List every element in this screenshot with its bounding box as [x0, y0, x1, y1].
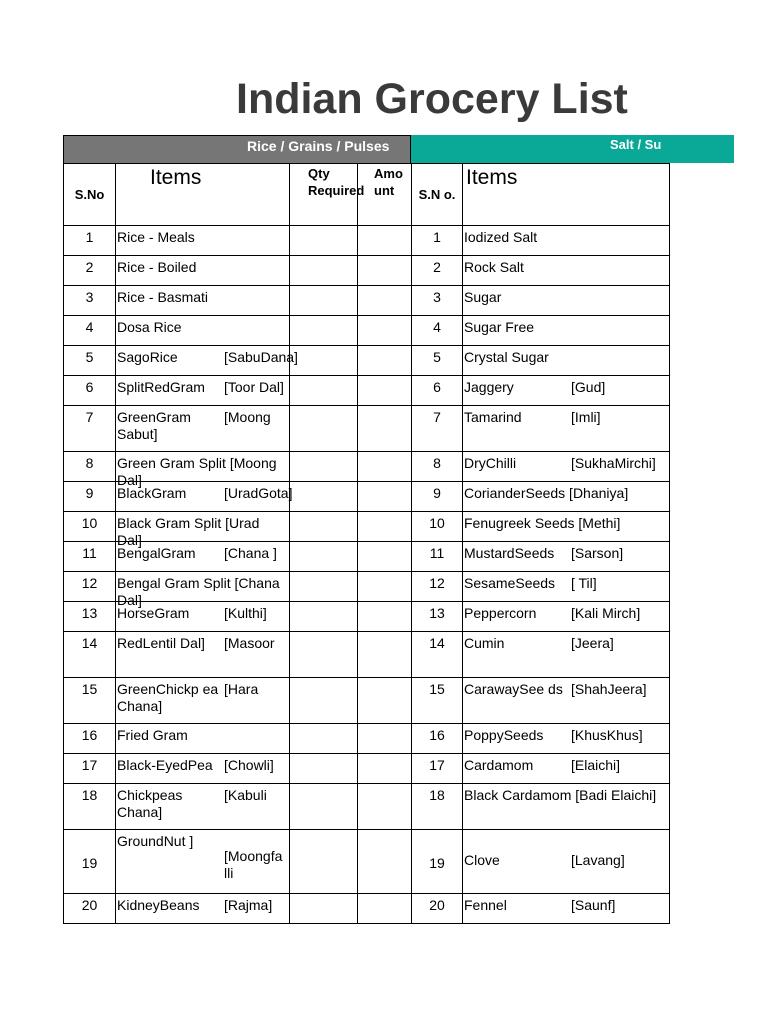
table-row	[412, 452, 670, 482]
sno-cell	[64, 406, 116, 452]
qty-required-cell[interactable]	[290, 226, 358, 256]
table-row	[412, 346, 670, 376]
header-amount-cell	[358, 164, 412, 226]
section-band-label: Rice / Grains / Pulses	[247, 138, 390, 154]
sno-cell	[412, 256, 463, 286]
table-row	[64, 830, 412, 894]
table-row	[412, 376, 670, 406]
salt-sugar-table	[411, 163, 670, 924]
rice-grains-table	[63, 163, 412, 924]
item-name: Fried Gram	[117, 727, 188, 743]
sno-cell	[64, 572, 116, 602]
item-name: Jaggery	[464, 379, 514, 395]
item-alt-name: [Hara	[224, 681, 259, 697]
sno-cell	[64, 542, 116, 572]
item-cell	[116, 346, 298, 376]
amount-cell[interactable]	[358, 678, 412, 724]
serial-number: 16	[429, 727, 445, 743]
item-cell	[116, 256, 290, 286]
serial-number: 2	[433, 259, 441, 275]
table-row	[412, 602, 670, 632]
sno-cell	[64, 286, 116, 316]
serial-number: 13	[429, 605, 445, 621]
sno-cell	[64, 452, 116, 482]
table-row	[64, 784, 412, 830]
item-cell	[463, 452, 670, 482]
amount-cell[interactable]	[358, 724, 412, 754]
item-name: GroundNut ]	[117, 833, 194, 849]
amount-cell[interactable]	[358, 482, 412, 512]
serial-number: 15	[429, 681, 445, 697]
sno-cell	[412, 894, 463, 924]
item-cell	[463, 678, 670, 724]
qty-required-cell[interactable]	[290, 256, 358, 286]
sno-cell	[64, 316, 116, 346]
amount-cell[interactable]	[358, 452, 412, 482]
qty-required-cell[interactable]	[290, 602, 358, 632]
qty-required-cell[interactable]	[290, 754, 358, 784]
sno-cell	[64, 256, 116, 286]
serial-number: 3	[85, 289, 94, 305]
qty-required-cell[interactable]	[290, 316, 358, 346]
table-header-row	[64, 164, 412, 226]
item-cell	[463, 632, 670, 678]
sno-cell	[412, 572, 463, 602]
sno-cell	[64, 376, 116, 406]
amount-cell[interactable]	[358, 346, 412, 376]
item-alt-name: [Jeera]	[571, 635, 614, 651]
item-name: Black Gram Split [Urad Dal]	[117, 515, 260, 548]
item-alt-name: [Rajma]	[224, 897, 273, 913]
item-name: CarawaySee ds	[464, 681, 563, 697]
serial-number: 7	[85, 409, 94, 425]
item-name: Fennel	[464, 897, 507, 913]
item-cell	[116, 632, 290, 678]
sno-cell	[64, 346, 116, 376]
item-alt-name: [Imli]	[571, 409, 601, 425]
table-row	[64, 542, 412, 572]
table-row	[412, 572, 670, 602]
qty-required-cell[interactable]	[290, 482, 358, 512]
section-band-salt-sugar	[411, 135, 734, 163]
item-cell	[463, 256, 670, 286]
sno-cell	[412, 512, 463, 542]
item-cell	[116, 602, 290, 632]
header-sno-cell	[412, 164, 463, 226]
header-qty-required: Qty Required	[308, 166, 365, 198]
item-name: Fenugreek Seeds [Methi]	[464, 515, 621, 531]
item-cell	[463, 346, 670, 376]
table-row	[64, 482, 412, 512]
amount-cell[interactable]	[358, 256, 412, 286]
item-name: Dosa Rice	[117, 319, 182, 335]
item-alt-name: [Elaichi]	[571, 757, 621, 773]
sno-cell	[412, 316, 463, 346]
item-name: Chickpeas Chana]	[117, 787, 183, 820]
table-row	[412, 286, 670, 316]
item-alt-name: [KhusKhus]	[571, 727, 643, 743]
amount-cell[interactable]	[358, 226, 412, 256]
item-name: SagoRice	[117, 349, 178, 365]
sno-cell	[64, 678, 116, 724]
serial-number: 2	[85, 259, 94, 275]
item-name: BengalGram	[117, 545, 196, 561]
serial-number: 20	[81, 897, 98, 913]
serial-number: 6	[433, 379, 441, 395]
table-row	[412, 754, 670, 784]
section-band-rice-grains-pulses	[63, 135, 411, 163]
sno-cell	[64, 602, 116, 632]
item-alt-name: [Chowli]	[224, 757, 274, 773]
sno-cell	[412, 226, 463, 256]
item-cell	[116, 316, 290, 346]
table-row	[64, 376, 412, 406]
table-row	[64, 724, 412, 754]
item-alt-name: [Moongfa lli	[224, 848, 283, 881]
serial-number: 10	[429, 515, 445, 531]
item-name: SplitRedGram	[117, 379, 205, 395]
item-alt-name: [UradGota]	[224, 485, 293, 501]
qty-required-cell[interactable]	[290, 784, 358, 830]
item-cell	[463, 406, 670, 452]
item-cell	[116, 572, 290, 608]
item-name: CorianderSeeds [Dhaniya]	[464, 485, 629, 501]
item-alt-name: [Moong	[224, 409, 271, 425]
item-name: Rice - Basmati	[117, 289, 209, 305]
item-alt-name: [Kulthi]	[224, 605, 267, 621]
header-items-cell	[116, 164, 290, 226]
item-cell	[116, 452, 290, 488]
item-cell	[463, 830, 670, 894]
item-name: Green Gram Split [Moong Dal]	[117, 455, 277, 488]
amount-cell[interactable]	[358, 286, 412, 316]
table-row	[412, 482, 670, 512]
header-sno-cell	[64, 164, 116, 226]
header-qty-cell	[290, 164, 365, 226]
sno-cell	[412, 346, 463, 376]
sno-cell	[412, 830, 463, 894]
item-name: Sugar Free	[464, 319, 535, 335]
item-cell	[463, 602, 670, 632]
item-alt-name: [Chana ]	[224, 545, 277, 561]
amount-cell[interactable]	[358, 894, 412, 924]
qty-required-cell[interactable]	[290, 572, 358, 602]
sno-cell	[412, 286, 463, 316]
item-name: Peppercorn	[464, 605, 537, 621]
serial-number: 8	[85, 455, 94, 471]
serial-number: 1	[433, 229, 441, 245]
sno-cell	[64, 830, 116, 894]
table-row	[412, 724, 670, 754]
item-cell	[116, 286, 290, 316]
amount-cell[interactable]	[358, 376, 412, 406]
qty-required-cell[interactable]	[290, 632, 358, 678]
serial-number: 1	[85, 229, 94, 245]
table-row	[412, 406, 670, 452]
header-sno: S.No	[74, 187, 105, 202]
item-alt-name: [Saunf]	[571, 897, 616, 913]
item-cell	[463, 572, 670, 602]
sno-cell	[64, 482, 116, 512]
table-row	[412, 784, 670, 830]
header-items: Items	[150, 166, 202, 189]
amount-cell[interactable]	[358, 830, 412, 894]
header-items: Items	[466, 166, 518, 189]
table-row	[412, 542, 670, 572]
item-cell	[116, 754, 290, 784]
table-row	[64, 572, 412, 602]
table-header-row	[412, 164, 670, 226]
amount-cell[interactable]	[358, 572, 412, 602]
table-row	[412, 830, 670, 894]
item-name: GreenGram Sabut]	[117, 409, 191, 442]
serial-number: 12	[429, 575, 445, 591]
serial-number: 10	[81, 515, 98, 531]
serial-number: 12	[81, 575, 98, 591]
qty-required-cell[interactable]	[290, 542, 358, 572]
item-name: Black-EyedPea	[117, 757, 213, 773]
qty-required-cell[interactable]	[290, 894, 358, 924]
item-name: BlackGram	[117, 485, 187, 501]
item-alt-name: [Kabuli	[224, 787, 267, 803]
serial-number: 14	[429, 635, 445, 651]
serial-number: 19	[81, 855, 98, 871]
item-name: Bengal Gram Split [Chana Dal]	[117, 575, 280, 608]
sno-cell	[412, 784, 463, 830]
item-cell	[116, 226, 290, 256]
sno-cell	[412, 542, 463, 572]
header-sno: S.N o.	[418, 187, 456, 202]
sno-cell	[412, 482, 463, 512]
sno-cell	[412, 452, 463, 482]
qty-required-cell[interactable]	[290, 406, 358, 452]
serial-number: 3	[433, 289, 441, 305]
item-alt-name: [ShahJeera]	[571, 681, 647, 697]
item-alt-name: [Lavang]	[571, 852, 625, 868]
serial-number: 16	[81, 727, 98, 743]
item-cell	[463, 894, 670, 924]
serial-number: 5	[433, 349, 441, 365]
serial-number: 19	[429, 855, 445, 871]
table-row	[64, 894, 412, 924]
item-cell	[116, 406, 290, 452]
qty-required-cell[interactable]	[290, 678, 358, 724]
sno-cell	[64, 226, 116, 256]
serial-number: 9	[433, 485, 441, 501]
item-alt-name: [Masoor	[224, 635, 275, 651]
table-row	[412, 316, 670, 346]
item-cell	[463, 784, 670, 830]
serial-number: 11	[429, 545, 445, 561]
serial-number: 17	[81, 757, 98, 773]
amount-cell[interactable]	[358, 754, 412, 784]
serial-number: 4	[433, 319, 441, 335]
serial-number: 11	[82, 545, 97, 561]
item-alt-name: [SukhaMirchi]	[571, 455, 656, 471]
table-row	[64, 602, 412, 632]
item-cell	[463, 482, 670, 512]
amount-cell[interactable]	[358, 316, 412, 346]
table-row	[412, 894, 670, 924]
item-cell	[116, 678, 290, 724]
qty-required-cell[interactable]	[290, 512, 358, 542]
sno-cell	[64, 724, 116, 754]
serial-number: 4	[85, 319, 94, 335]
serial-number: 7	[433, 409, 441, 425]
qty-required-cell[interactable]	[290, 346, 358, 376]
serial-number: 13	[81, 605, 98, 621]
item-alt-name: [Sarson]	[571, 545, 624, 561]
qty-required-cell[interactable]	[290, 724, 358, 754]
item-name: Tamarind	[464, 409, 522, 425]
item-cell	[463, 286, 670, 316]
serial-number: 5	[85, 349, 94, 365]
table-row	[64, 512, 412, 542]
item-name: Black Cardamom [Badi Elaichi]	[464, 787, 657, 803]
item-name: SesameSeeds	[464, 575, 556, 591]
serial-number: 6	[85, 379, 94, 395]
item-name: Iodized Salt	[464, 229, 538, 245]
table-row	[412, 256, 670, 286]
serial-number: 9	[85, 485, 94, 501]
serial-number: 14	[81, 635, 98, 651]
item-name: Crystal Sugar	[464, 349, 549, 365]
table-row	[412, 226, 670, 256]
sno-cell	[412, 406, 463, 452]
item-name: HorseGram	[117, 605, 190, 621]
sno-cell	[412, 376, 463, 406]
item-alt-name: [SabuDana]	[224, 349, 298, 365]
serial-number: 18	[81, 787, 98, 803]
item-name: Clove	[464, 852, 500, 868]
sno-cell	[412, 678, 463, 724]
item-cell	[116, 784, 290, 830]
item-cell	[116, 482, 293, 512]
table-row	[64, 406, 412, 452]
item-name: GreenChickp ea Chana]	[117, 681, 219, 714]
table-row	[412, 632, 670, 678]
sno-cell	[64, 784, 116, 830]
item-name: MustardSeeds	[464, 545, 555, 561]
amount-cell[interactable]	[358, 406, 412, 452]
item-cell	[116, 830, 290, 894]
sno-cell	[412, 754, 463, 784]
table-row	[412, 512, 670, 542]
item-alt-name: [Toor Dal]	[224, 379, 284, 395]
item-cell	[463, 724, 670, 754]
table-row	[64, 256, 412, 286]
amount-cell[interactable]	[358, 602, 412, 632]
item-cell	[463, 316, 670, 346]
item-name: Rice - Meals	[117, 229, 195, 245]
item-name: Rock Salt	[464, 259, 524, 275]
amount-cell[interactable]	[358, 632, 412, 678]
item-cell	[116, 542, 290, 572]
item-name: DryChilli	[464, 455, 517, 471]
table-row	[412, 678, 670, 724]
table-row	[64, 316, 412, 346]
header-amount: Amo unt	[374, 166, 403, 198]
sno-cell	[64, 512, 116, 542]
sno-cell	[412, 724, 463, 754]
table-row	[64, 286, 412, 316]
sno-cell	[412, 602, 463, 632]
qty-required-cell[interactable]	[290, 830, 358, 894]
item-alt-name: [Gud]	[571, 379, 606, 395]
table-row	[64, 754, 412, 784]
item-cell	[116, 894, 290, 924]
item-cell	[463, 512, 670, 542]
table-row	[64, 678, 412, 724]
table-row	[64, 632, 412, 678]
table-row	[64, 452, 412, 482]
item-name: KidneyBeans	[117, 897, 200, 913]
serial-number: 8	[433, 455, 441, 471]
qty-required-cell[interactable]	[290, 376, 358, 406]
item-cell	[116, 512, 290, 548]
sno-cell	[64, 632, 116, 678]
amount-cell[interactable]	[358, 784, 412, 830]
item-cell	[116, 376, 290, 406]
amount-cell[interactable]	[358, 512, 412, 542]
table-row	[64, 346, 412, 376]
item-name: Rice - Boiled	[117, 259, 197, 275]
section-band-label: Salt / Su	[610, 137, 662, 152]
item-name: Cumin	[464, 635, 505, 651]
serial-number: 15	[81, 681, 98, 697]
item-alt-name: [Kali Mirch]	[571, 605, 641, 621]
serial-number: 18	[429, 787, 445, 803]
item-name: Cardamom	[464, 757, 534, 773]
qty-required-cell[interactable]	[290, 286, 358, 316]
item-cell	[463, 226, 670, 256]
item-name: Sugar	[464, 289, 502, 305]
header-items-cell	[463, 164, 670, 226]
item-cell	[463, 376, 670, 406]
serial-number: 20	[429, 897, 445, 913]
item-cell	[116, 724, 290, 754]
qty-required-cell[interactable]	[290, 452, 358, 482]
table-row	[64, 226, 412, 256]
item-name: PoppySeeds	[464, 727, 544, 743]
amount-cell[interactable]	[358, 542, 412, 572]
sno-cell	[64, 754, 116, 784]
item-alt-name: [ Til]	[571, 575, 597, 591]
item-name: RedLentil Dal]	[117, 635, 205, 651]
page-title: Indian Grocery List	[236, 75, 628, 123]
sno-cell	[412, 632, 463, 678]
sno-cell	[64, 894, 116, 924]
item-cell	[463, 754, 670, 784]
item-cell	[463, 542, 670, 572]
serial-number: 17	[429, 757, 445, 773]
